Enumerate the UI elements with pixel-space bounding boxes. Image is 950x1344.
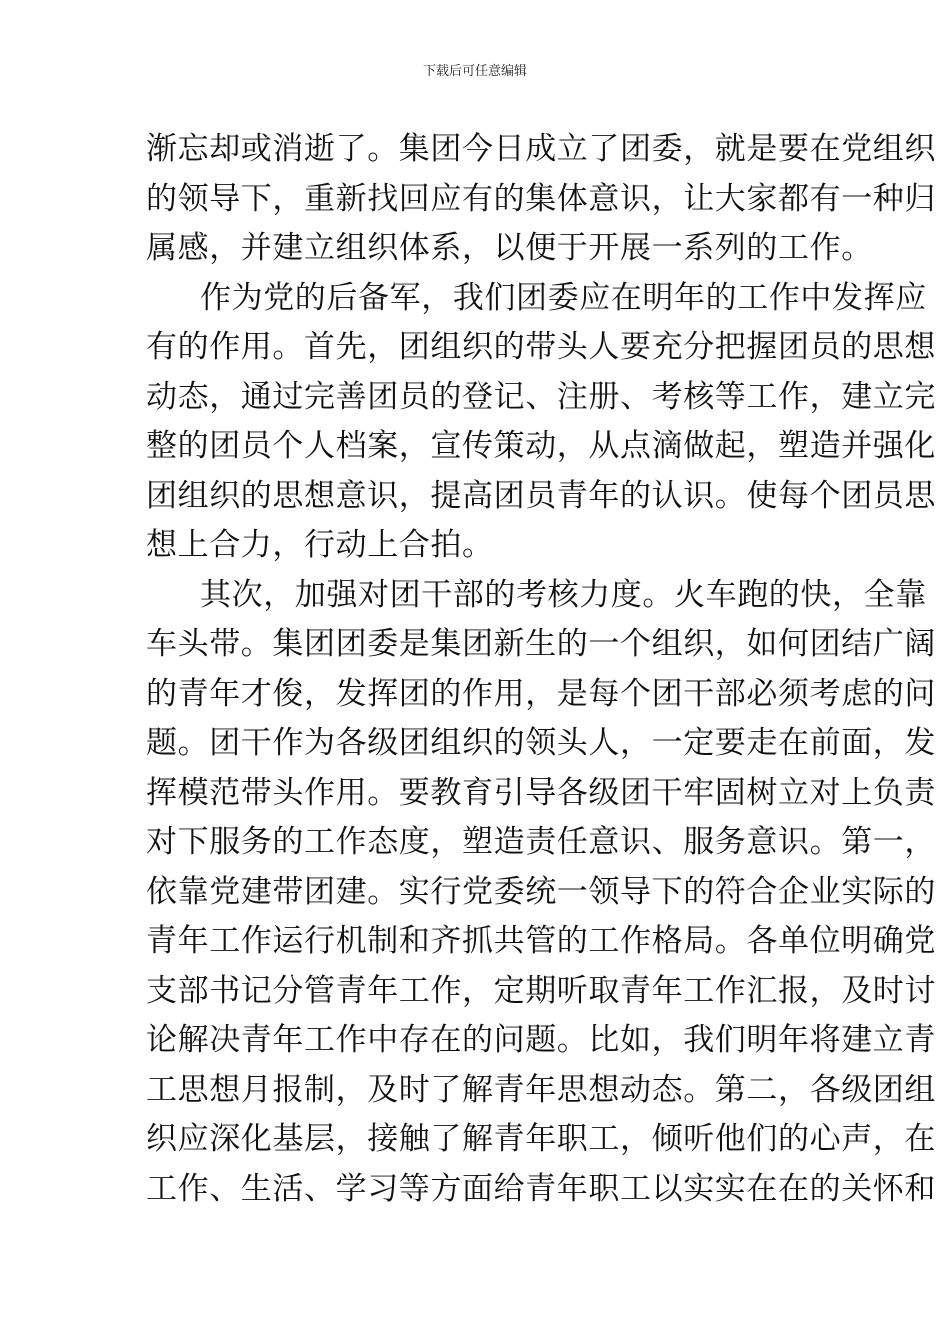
text-line: 挥模范带头作用。要教育引导各级团干牢固树立对上负责: [146, 774, 936, 811]
text-line: 整的团员个人档案，宣传策动，从点滴做起，塑造并强化: [146, 428, 936, 464]
text-line: 想上合力，行动上合拍。: [146, 527, 494, 563]
page-header: 下载后可任意编辑: [422, 64, 527, 79]
text-line: 作为党的后备军，我们团委应在明年的工作中发挥应: [200, 279, 927, 316]
text-line: 工思想月报制，及时了解青年思想动态。第二，各级团组: [146, 1071, 936, 1108]
text-line: 对下服务的工作态度，塑造责任意识、服务意识。第一，: [146, 824, 936, 860]
text-line: 动态，通过完善团员的登记、注册、考核等工作，建立完: [146, 378, 936, 415]
text-line: 支部书记分管青年工作，定期听取青年工作汇报，及时讨: [146, 972, 936, 1009]
text-line: 织应深化基层，接触了解青年职工，倾听他们的心声，在: [146, 1121, 936, 1157]
text-line: 车头带。集团团委是集团新生的一个组织，如何团结广阔: [146, 626, 936, 662]
text-line: 依靠党建带团建。实行党委统一领导下的符合企业实际的: [146, 873, 936, 910]
text-line: 团组织的思想意识，提高团员青年的认识。使每个团员思: [146, 477, 936, 514]
text-line: 渐忘却或消逝了。集团今日成立了团委，就是要在党组织: [146, 131, 936, 167]
body-text: [146, 125, 936, 1214]
text-line: 的青年才俊，发挥团的作用，是每个团干部必须考虑的问: [146, 675, 936, 712]
text-line: 其次，加强对团干部的考核力度。火车跑的快，全靠: [200, 576, 927, 613]
text-line: 工作、生活、学习等方面给青年职工以实实在在的关怀和: [146, 1170, 936, 1207]
text-line: 题。团干作为各级团组织的领头人，一定要走在前面，发: [146, 725, 936, 761]
text-line: 的领导下，重新找回应有的集体意识，让大家都有一种归: [146, 180, 936, 217]
text-line: 属感，并建立组织体系，以便于开展一系列的工作。: [146, 230, 873, 266]
text-line: 有的作用。首先，团组织的带头人要充分把握团员的思想: [146, 329, 936, 365]
text-line: 青年工作运行机制和齐抓共管的工作格局。各单位明确党: [146, 923, 936, 959]
text-line: 论解决青年工作中存在的问题。比如，我们明年将建立青: [146, 1022, 936, 1058]
